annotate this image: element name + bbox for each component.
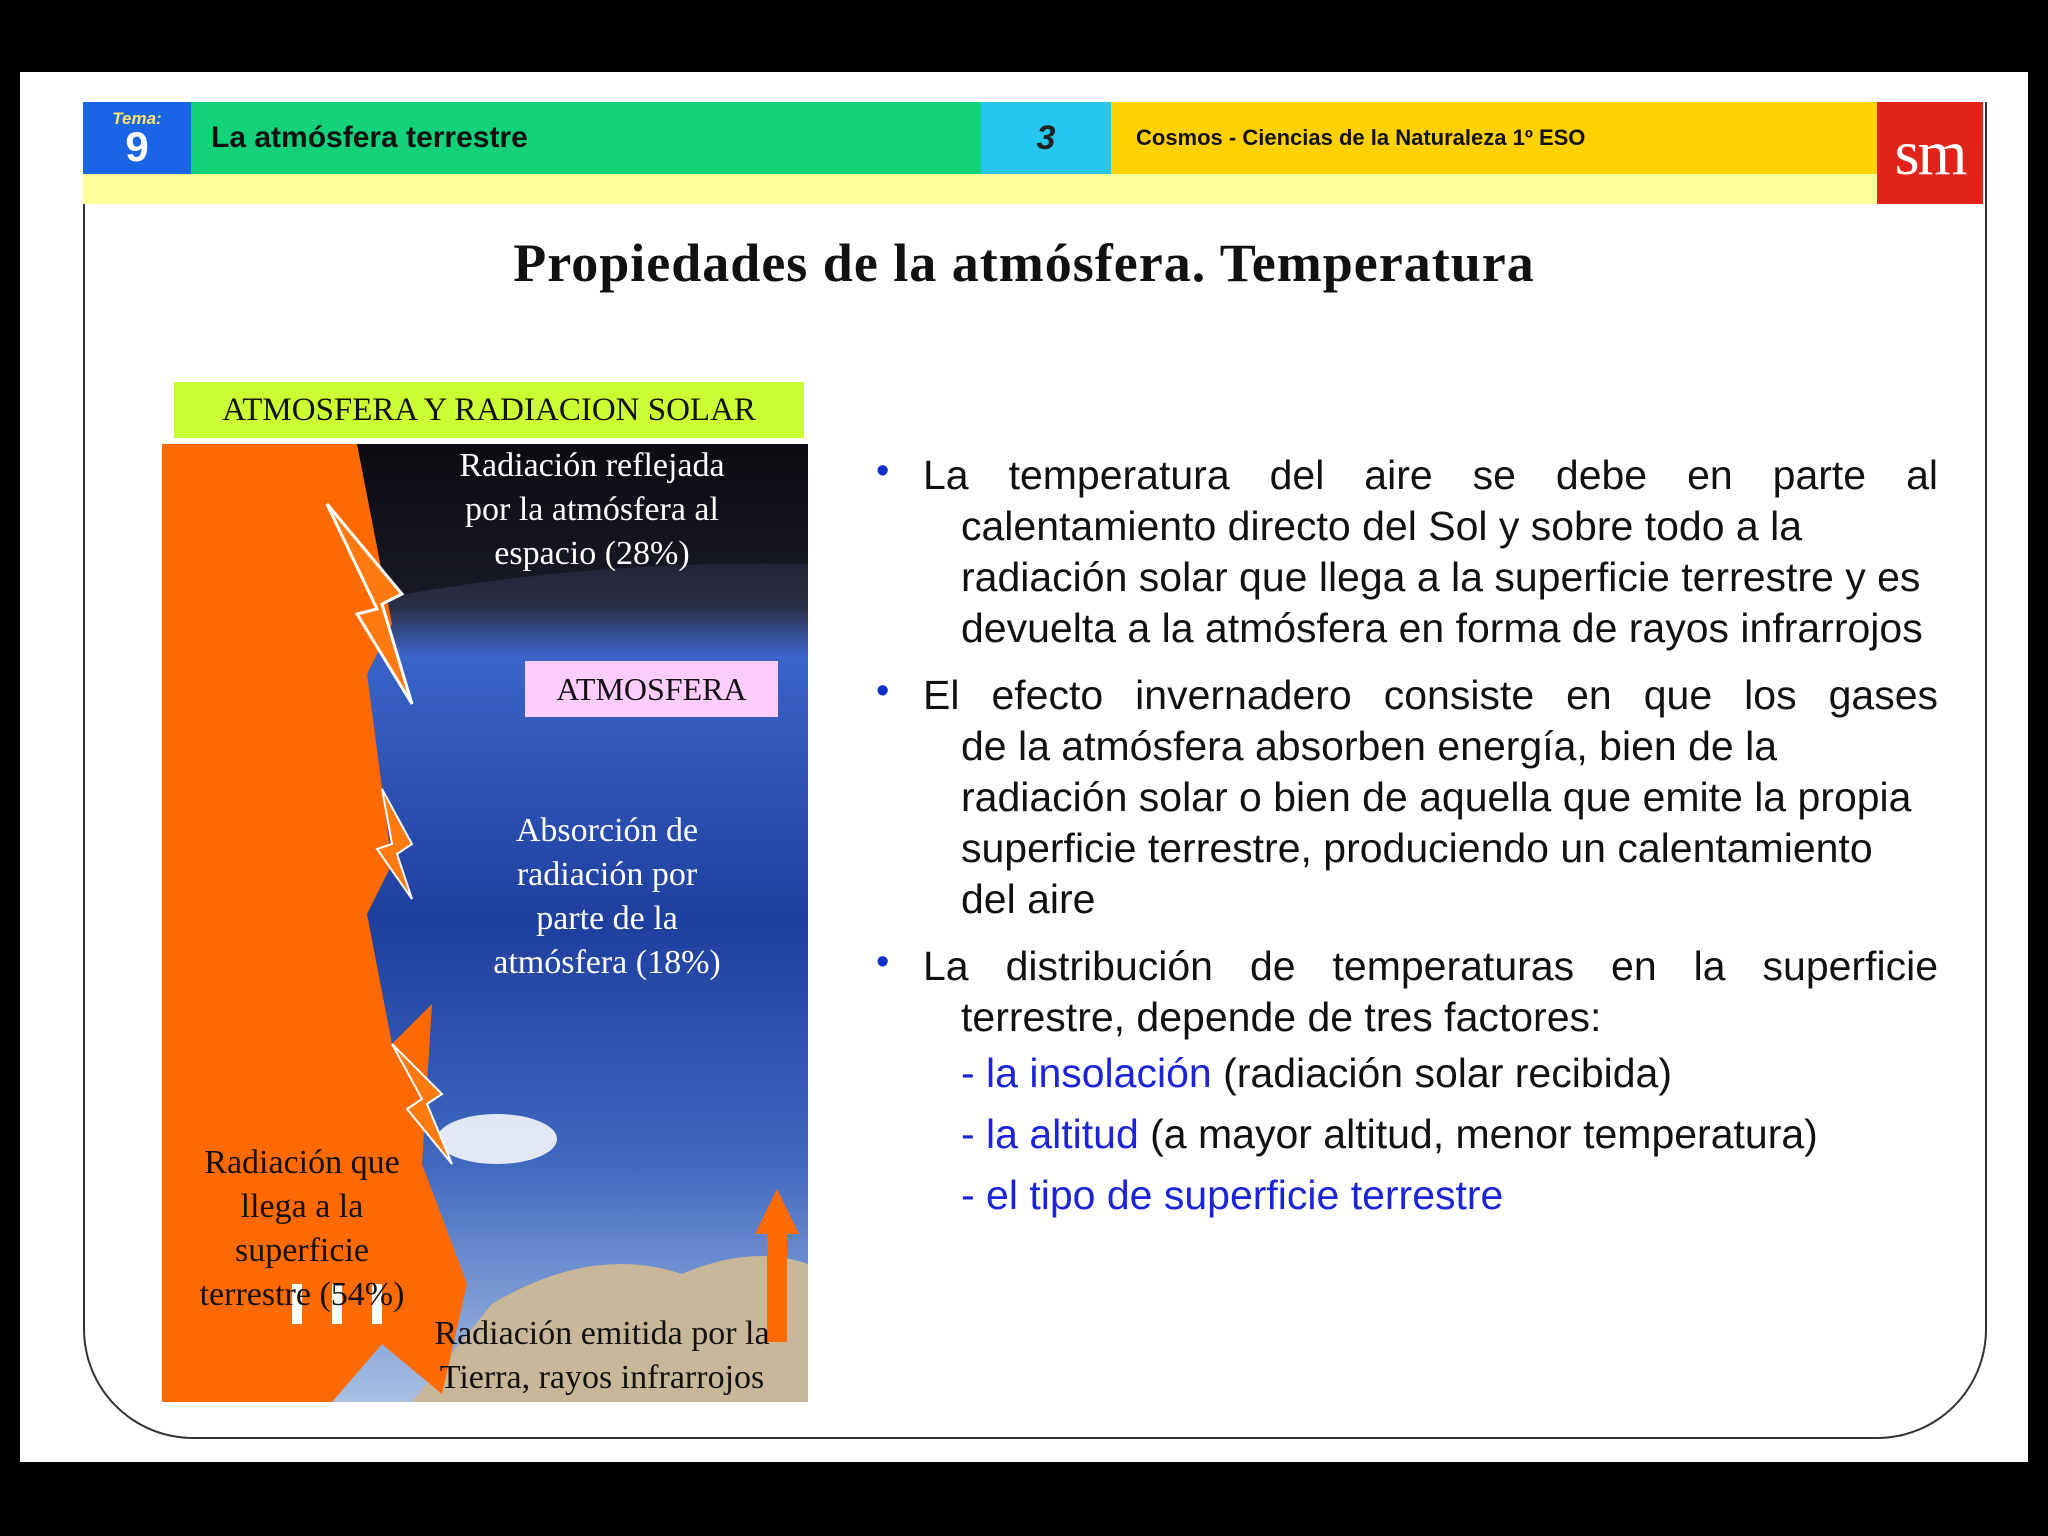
bullet-dot-icon: •	[876, 450, 890, 492]
factor-item	[868, 1165, 1938, 1226]
surface-line: Radiación que	[204, 1144, 400, 1181]
bullet-text: El efecto invernadero consiste en que los gases	[923, 672, 1938, 718]
bullet-item	[868, 670, 1938, 925]
surface-line: terrestre (54%)	[199, 1276, 405, 1313]
reflected-label	[402, 444, 782, 576]
reflected-line: Radiación reflejada	[459, 447, 725, 484]
page-number: 3	[981, 102, 1111, 174]
absorbed-line: atmósfera (18%)	[493, 944, 721, 981]
topic-bar	[191, 102, 981, 174]
tema-number: 9	[125, 122, 149, 170]
course-bar	[1111, 102, 1897, 174]
bullet-text: terrestre, depende de tres factores:	[961, 994, 1602, 1040]
radiation-diagram	[162, 444, 808, 1402]
page-title: Propiedades de la atmósfera. Temperatura	[513, 233, 1535, 293]
factor-term: - el tipo de superficie terrestre	[961, 1172, 1504, 1218]
bullet-text: de la atmósfera absorben energía, bien de la radiación solar o bien de aquella que emite la propia superficie terrestre, produciendo un calentamiento del aire	[961, 723, 1912, 922]
emitted-label	[397, 1312, 807, 1400]
factor-note: (radiación solar recibida)	[1211, 1050, 1672, 1096]
slide	[20, 72, 2028, 1462]
factor-item	[868, 1043, 1938, 1104]
emitted-line: Radiación emitida por la	[434, 1315, 770, 1352]
bullet-text: calentamiento directo del Sol y sobre todo a la radiación solar que llega a la superficie terrestre y es devuelta a la atmósfera en forma de rayos infrarrojos	[961, 503, 1923, 651]
absorbed-label	[457, 809, 757, 985]
tema-badge	[83, 102, 191, 174]
absorbed-line: parte de la	[536, 900, 678, 937]
bullet-item	[868, 941, 1938, 1043]
bullet-dot-icon: •	[876, 941, 890, 983]
tema-label: Tema:	[112, 108, 162, 128]
factor-item	[868, 1104, 1938, 1165]
header-underline	[83, 174, 1897, 204]
factor-term: - la insolación	[961, 1050, 1212, 1096]
atmosphere-label: ATMOSFERA	[525, 661, 778, 717]
emitted-line: Tierra, rayos infrarrojos	[439, 1359, 765, 1396]
course-title: Cosmos - Ciencias de la Naturaleza 1º ESO	[1136, 125, 1586, 150]
cloud	[437, 1114, 557, 1164]
bullet-item	[868, 450, 1938, 654]
sm-logo: sm	[1877, 102, 1983, 204]
surface-line: superficie	[234, 1232, 370, 1269]
reflected-line: espacio (28%)	[494, 535, 690, 572]
bullet-text: La temperatura del aire se debe en parte al	[923, 452, 1938, 498]
absorbed-line: Absorción de	[515, 812, 699, 849]
reflected-line: por la atmósfera al	[465, 491, 719, 528]
surface-label	[172, 1141, 432, 1317]
bullet-dot-icon: •	[876, 670, 890, 712]
surface-line: llega a la	[240, 1188, 364, 1225]
diagram-caption: ATMOSFERA Y RADIACION SOLAR	[174, 382, 804, 438]
factor-note: (a mayor altitud, menor temperatura)	[1138, 1111, 1818, 1157]
bullet-list	[868, 450, 1938, 1226]
bullet-text: La distribución de temperaturas en la superficie	[923, 943, 1938, 989]
absorbed-line: radiación por	[516, 856, 698, 893]
topic-title: La atmósfera terrestre	[211, 121, 528, 154]
factor-term: - la altitud	[961, 1111, 1139, 1157]
